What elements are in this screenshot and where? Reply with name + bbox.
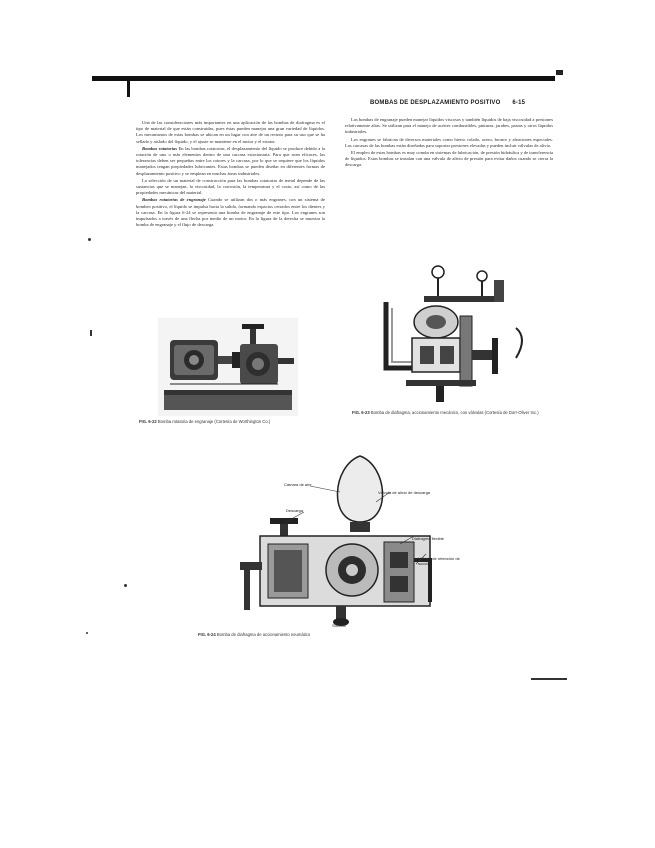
header-rule-notch: [127, 79, 130, 97]
label-suction: Succión: [332, 623, 347, 628]
paragraph: [136, 197, 325, 228]
paragraph: [136, 146, 325, 177]
paragraph: Una de las consideraciones más importantes en una aplicación de las bombas de diafragma es el tipo de material de que están construidas, pues éstas pueden manejar una gran variedad de líquidos. Los mecanismos de estas bombas se ubican en un lugar con aire de un recinto para su uso que se ha sellado y aislado del líquido, y el ajuste se mantiene en el motor y el estator.: [136, 120, 325, 144]
figure-caption: [198, 632, 438, 638]
label-suction-check-valve: Válvula de retención de succión: [418, 556, 460, 566]
paragraph: El empleo de estas bombas es muy común en sistemas de lubricación, de presión hidráulica y de transferencia de líquidos. Estas bombas se instalan con una válvula de alivio de presión para evitar daños cuando se cierra la descarga.: [345, 150, 553, 168]
figure-number: FIG. 6-24: [198, 632, 216, 637]
scan-mark: [90, 330, 92, 336]
label-discharge: Descarga: [286, 508, 304, 513]
figure-number: FIG. 6-23: [352, 410, 370, 415]
scan-mark: [88, 238, 91, 241]
figure-number: FIG. 6-22: [139, 419, 157, 424]
corner-mark: [556, 70, 563, 75]
subheading: Bombas rotatorias de engranaje: [142, 197, 206, 203]
right-text-column: [345, 117, 553, 257]
label-flexible-diaphragm: Diafragma flexible: [412, 536, 445, 541]
figure-caption: [352, 410, 562, 416]
running-header-title: BOMBAS DE DESPLAZAMIENTO POSITIVO: [370, 100, 501, 106]
label-air-chamber: Cámara de aire: [284, 482, 312, 487]
label-discharge-relief-valve: Válvula de alivio de descarga: [378, 490, 431, 495]
paragraph-text: En las bombas rotatorias, el desplazamiento del líquido se produce debido a la rotación de uno o más elementos dentro de una carcasa estacionaria. Para que sean eficaces, las tolerancias deben ser pequeñas entre los rotores y la carcasa, por lo que se requiere que los líquidos manejados tengan propiedades lubricantes. Estas bombas se pueden diseñar en diferentes formas de desplazamiento positivo y se emplean en muchas áreas industriales.: [136, 145, 325, 176]
paragraph-text: Cuando se utilizan dos o más engranes, con un sistema de bombeo positivo, el líquido se impulsa hacia la salida, formando espacios cerrados entre los dientes y la carcasa. En la figura 6-24 se representa una bomba de engranaje de este tipo. Los engranes son impulsados a través de una flecha por medio de un motor. En la figura de la derecha se muestra la bomba de engranaje y el flujo de descarga.: [136, 197, 325, 228]
figure-gear-pump: [158, 318, 298, 416]
figure-diaphragm-pump-valves: [376, 258, 536, 406]
left-text-column: [136, 120, 325, 335]
figure-caption: [139, 419, 339, 425]
figure-caption-text: Bomba de diafragma, accionamiento mecánico, con válvulas (Cortesía de Dorr-Oliver Inc.): [370, 410, 539, 415]
figure-caption-text: Bomba rotatoria de engranaje (Cortesía de Worthington Co.): [157, 419, 271, 424]
paragraph: La selección de un material de construcción para las bombas rotatorias de metal depende de las sustancias que se manejan, la viscosidad, la corrosión, la temperatura y el costo, así como de las propiedades mecánicas del material.: [136, 177, 325, 196]
running-header: [370, 100, 555, 106]
header-rule: [92, 76, 555, 81]
page-number: 6-15: [512, 100, 526, 106]
footer-rule: [531, 678, 567, 680]
scan-mark: [86, 632, 88, 634]
figure-air-diaphragm-pump: [240, 452, 440, 628]
scan-mark: [124, 584, 127, 587]
paragraph: Los engranes se fabrican de diversos materiales como hierro colado, acero, bronce y aleaciones especiales. Las carcasas de las bombas están diseñadas para soportar presiones elevadas y pueden incluir válvulas de alivio.: [345, 136, 553, 148]
paragraph: Las bombas de engranaje pueden manejar líquidos viscosos y también líquidos de baja viscosidad a presiones relativamente altas. Se utilizan para el manejo de aceites combustibles, pinturas, jarabes, pastas y otros líquidos industriales.: [345, 117, 553, 135]
subheading: Bombas rotatorias: [142, 145, 178, 151]
figure-caption-text: Bomba de diafragma de accionamiento neumático: [216, 632, 311, 637]
